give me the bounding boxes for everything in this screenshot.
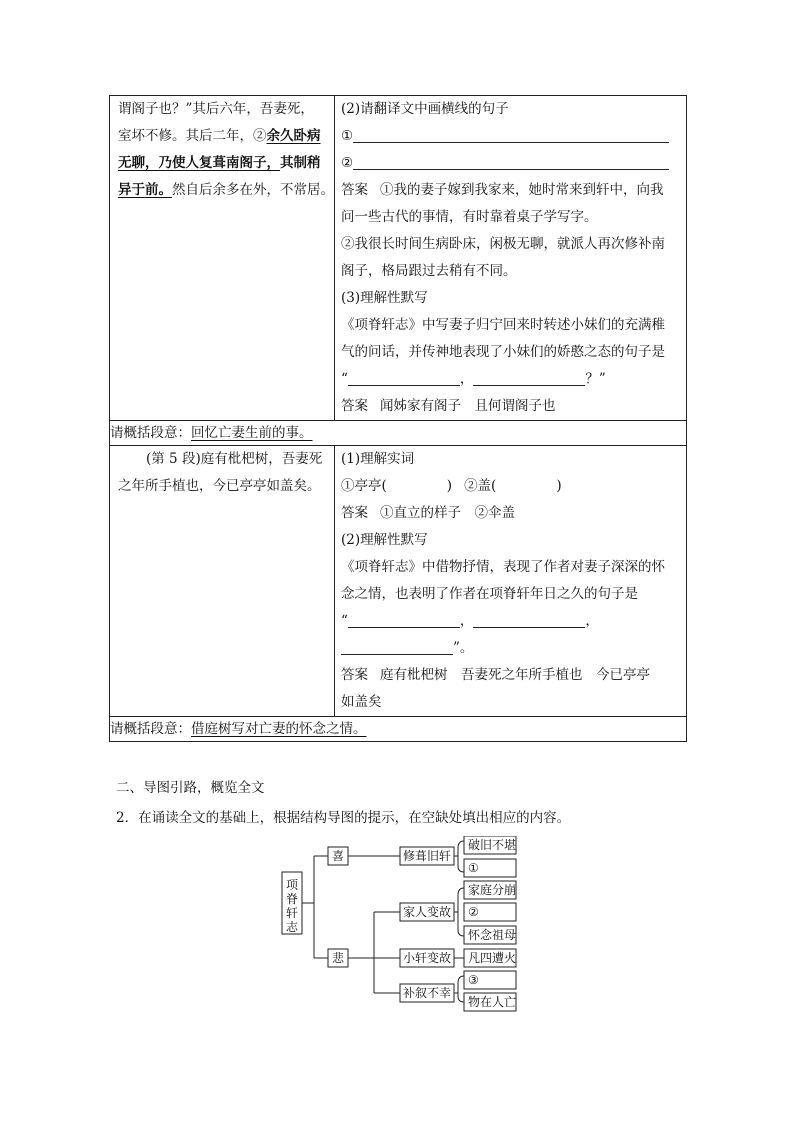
answer-text: ①直立的样子 ②伞盖 [380,505,515,521]
source-text-cell [110,96,335,421]
xiaoxuan-label: 小轩变故 [402,951,452,965]
section-heading: 二、导图引路，概览全文 [116,780,265,796]
bold-text: 其制稍 [280,155,321,171]
source-line: 之年所手植也，今已亭亭如盖矣。 [118,478,321,494]
bei-label: 悲 [331,951,345,965]
answer-text: 闻姊家有阁子 且何谓阁子也 [380,398,556,414]
answer-text: 问一些古代的事情，有时靠着桌子学写字。 [341,209,598,225]
blank3-label: ③ [468,973,479,987]
buxu-label: 补叙不幸 [402,986,452,1000]
underlined-sentence: 无聊，乃使人复葺南阁子， [118,155,280,171]
underlined-sentence: 余久卧病 [266,128,321,144]
table-row [110,446,687,717]
table-row [110,717,687,742]
summary-answer: 回忆亡妻生前的事。 [191,425,313,441]
question-title: (1)理解实词 [341,451,415,467]
structure-diagram [280,836,520,1016]
blank1-label: ① [468,861,479,875]
table-row [110,421,687,446]
root-char: 轩 [285,906,299,920]
answer-text: ②我很长时间生病卧床，闲极无聊，就派人再次修补南 [341,236,665,252]
answer-blank[interactable] [353,126,669,143]
wuzai-label: 物在人亡 [468,995,517,1009]
answer-blank[interactable] [473,611,585,628]
jiating-label: 家庭分崩 [468,883,517,897]
summary-answer: 借庭树写对亡妻的怀念之情。 [191,721,367,737]
question-cell: (1)理解实词 ①亭亭( ) ②盖( ) 答案 ①直立的样子 ②伞盖 (2)理解性默写 《项脊轩志》中借物抒情，表现了作者对妻子深深的怀 念之情，也表明了作者在项脊轩年日之久的句子是 “ ， ， ”。 答案 庭有枇杷树 吾妻死之年所手植也 今已亭亭 如盖矣 [335,446,687,717]
source-text-cell [110,446,335,717]
source-line: (第 5 段)庭有枇杷树，吾妻死 [146,451,323,467]
root-char: 志 [285,920,299,934]
answer-blank[interactable] [473,369,585,386]
root-char: 项 [285,878,299,892]
source-line: 然自后余多在外，不常居。 [172,182,334,198]
xiuqi-label: 修葺旧轩 [402,849,452,863]
answer-label: 答案 [341,667,368,683]
reading-table [109,95,687,742]
summary-cell: 请概括段意：回忆亡妻生前的事。 [110,421,687,446]
huainian-label: 怀念祖母 [468,928,517,942]
blank2-label: ② [468,905,479,919]
question-title: (2)理解性默写 [341,532,428,548]
summary-cell: 请概括段意：借庭树写对亡妻的怀念之情。 [110,717,687,742]
poxiu-label: 破旧不堪 [468,838,517,852]
answer-text: 如盖矣 [341,694,382,710]
xi-label: 喜 [331,849,345,863]
answer-label: 答案 [341,505,368,521]
answer-blank[interactable] [353,153,669,170]
question-text: 《项脊轩志》中写妻子归宁回来时转述小妹们的充满稚 [341,317,665,333]
root-char: 脊 [285,892,299,906]
answer-blank[interactable] [341,638,453,655]
answer-text: ①我的妻子嫁到我家来，她时常来到轩中，向我 [380,182,664,198]
question-text: 气的问话，并传神地表现了小妹们的娇憨之态的句子是 [341,344,665,360]
answer-label: 答案 [341,182,368,198]
jiaren-label: 家人变故 [402,905,452,919]
underlined-sentence: 异于前。 [118,182,172,198]
answer-text: 阁子，格局跟过去稍有不同。 [341,263,517,279]
answer-blank[interactable] [348,611,460,628]
answer-blank[interactable] [348,369,460,386]
question-title: (2)请翻译文中画横线的句子 [341,101,509,117]
table-row [110,96,687,421]
question-text: 《项脊轩志》中借物抒情，表现了作者对妻子深深的怀 [341,559,665,575]
source-line: 室坏不修。其后二年，② [118,128,267,144]
answer-text: 庭有枇杷树 吾妻死之年所手植也 今已亭亭 [380,667,650,683]
question-text: 2．在诵读全文的基础上，根据结构导图的提示，在空缺处填出相应的内容。 [116,810,571,826]
question-text: 念之情，也表明了作者在项脊轩年日之久的句子是 [341,586,638,602]
question-title: (3)理解性默写 [341,290,428,306]
question-cell: (2)请翻译文中画横线的句子 ① ② 答案 ①我的妻子嫁到我家来，她时常来到轩中，向我 问一些古代的事情，有时靠着桌子学写字。 ②我很长时间生病卧床，闲极无聊，就派人再次修补南 阁子，格局跟过去稍有不同。 (3)理解性默写 《项脊轩志》中写妻子归宁回来时转述小妹们的充满稚 气的问话，并传神地表现了小妹们的娇憨之态的句子是 “ ， ？” 答案 闻姊家有阁子 且何谓阁子也 [335,96,687,421]
answer-label: 答案 [341,398,368,414]
fansi-label: 凡四遭火 [468,951,517,965]
source-line: 谓阁子也？”其后六年，吾妻死， [118,101,314,117]
